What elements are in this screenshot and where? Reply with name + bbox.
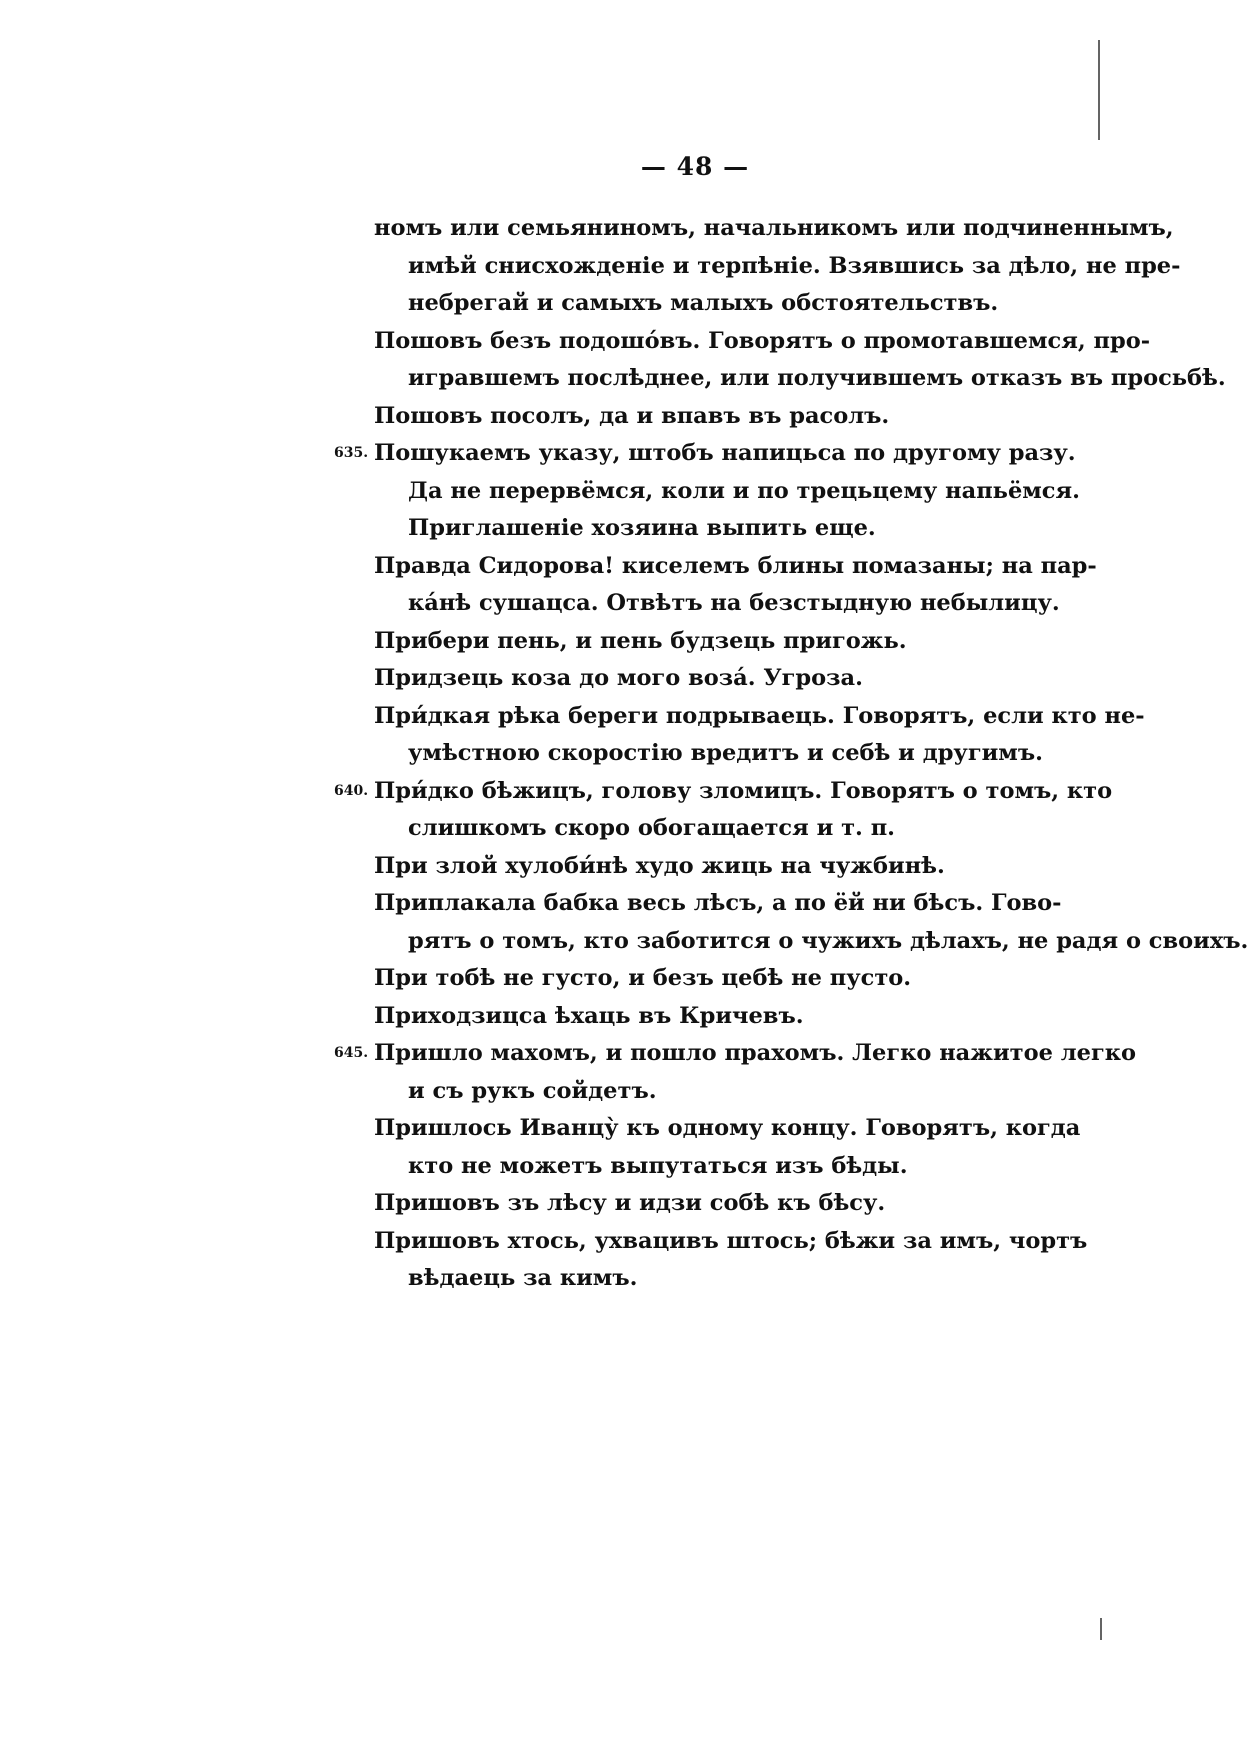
- proverb-entry: [320, 848, 1025, 886]
- text-line: Пришло махомъ, и пошло прахомъ. Легко нажитое легко: [374, 1040, 1136, 1066]
- proverb-entry: [320, 1035, 1136, 1110]
- proverb-entry: [320, 960, 1025, 998]
- text-line: имѣй снисхожденіе и терпѣніе. Взявшись за дѣло, не пре-: [408, 252, 1181, 279]
- text-line: Пришовъ хтось, ухвацивъ штось; бѣжи за имъ, чортъ: [374, 1227, 1088, 1254]
- text-line: вѣдаець за кимъ.: [408, 1265, 638, 1291]
- text-line: кто не можетъ выпутаться изъ бѣды.: [408, 1152, 908, 1179]
- page-edge-mark-bottom: [1100, 1618, 1102, 1640]
- entry-number: 635.: [334, 445, 369, 461]
- text-line: Приходзицса ѣхаць въ Кричевъ.: [374, 1002, 804, 1029]
- text-line: небрегай и самыхъ малыхъ обстоятельствъ.: [408, 290, 999, 316]
- proverb-entry: [320, 398, 1025, 436]
- proverb-entry: [320, 998, 1025, 1036]
- proverb-entry: [320, 660, 1025, 698]
- proverb-entry: [320, 1185, 1025, 1223]
- text-line: Приплакала бабка весь лѣсъ, а по ёй ни бѣсъ. Гово-: [374, 890, 1062, 916]
- page-number: — 48 —: [640, 152, 750, 181]
- proverb-entry: [320, 435, 1080, 548]
- proverb-entry: [320, 885, 1248, 960]
- proverb-entry: [320, 1110, 1081, 1185]
- proverb-entry: [320, 548, 1097, 623]
- text-line: Пришовъ зъ лѣсу и идзи собѣ къ бѣсу.: [374, 1190, 886, 1216]
- entry-number: 645.: [334, 1045, 369, 1061]
- text-line: слишкомъ скоро обогащается и т. п.: [408, 815, 896, 841]
- text-line: При́дко бѣжицъ, голову зломицъ. Говорятъ о томъ, кто: [374, 777, 1113, 804]
- text-line: Приглашеніе хозяина выпить еще.: [408, 515, 876, 541]
- text-line: Пошовъ посолъ, да и впавъ въ расолъ.: [374, 402, 890, 429]
- text-line: Правда Сидорова! киселемъ блины помазаны; на пар-: [374, 552, 1097, 579]
- text-line: При́дкая рѣка береги подрываець. Говорятъ, если кто не-: [374, 702, 1145, 729]
- page-edge-mark: [1098, 40, 1100, 140]
- text-line: При тобѣ не густо, и безъ цебѣ не пусто.: [374, 965, 912, 991]
- text-line: и съ рукъ сойдетъ.: [408, 1077, 657, 1104]
- text-line: Пошовъ безъ подошо́въ. Говорятъ о промотавшемся, про-: [374, 327, 1151, 354]
- text-line: Да не перервёмся, коли и по трецьцему напьёмся.: [408, 477, 1080, 504]
- proverb-entry: [320, 210, 1181, 323]
- text-line: умѣстною скоростію вредитъ и себѣ и другимъ.: [408, 740, 1043, 766]
- text-line: Придзець коза до мого воза́. Угроза.: [374, 665, 863, 691]
- text-line: Пришлось Иванцу̀ къ одному концу. Говорятъ, когда: [374, 1115, 1081, 1141]
- proverb-list: [320, 210, 1248, 1298]
- text-line: ка́нѣ сушацса. Отвѣтъ на безстыдную небылицу.: [408, 590, 1060, 616]
- text-line: игравшемъ послѣднее, или получившемъ отказъ въ просьбѣ.: [408, 365, 1226, 391]
- proverb-entry: [320, 623, 1025, 661]
- text-line: Прибери пень, и пень будзець пригожь.: [374, 627, 907, 654]
- proverb-entry: [320, 1223, 1088, 1298]
- text-line: номъ или семьяниномъ, начальникомъ или подчиненнымъ,: [374, 215, 1174, 241]
- text-line: При злой хулоби́нѣ худо жиць на чужбинѣ.: [374, 852, 945, 879]
- text-line: Пошукаемъ указу, штобъ напицьса по другому разу.: [374, 440, 1076, 466]
- proverb-entry: [320, 323, 1226, 398]
- text-line: рятъ о томъ, кто заботится о чужихъ дѣлахъ, не радя о своихъ.: [408, 927, 1248, 954]
- proverb-entry: [320, 698, 1145, 773]
- proverb-entry: [320, 773, 1113, 848]
- entry-number: 640.: [334, 782, 369, 799]
